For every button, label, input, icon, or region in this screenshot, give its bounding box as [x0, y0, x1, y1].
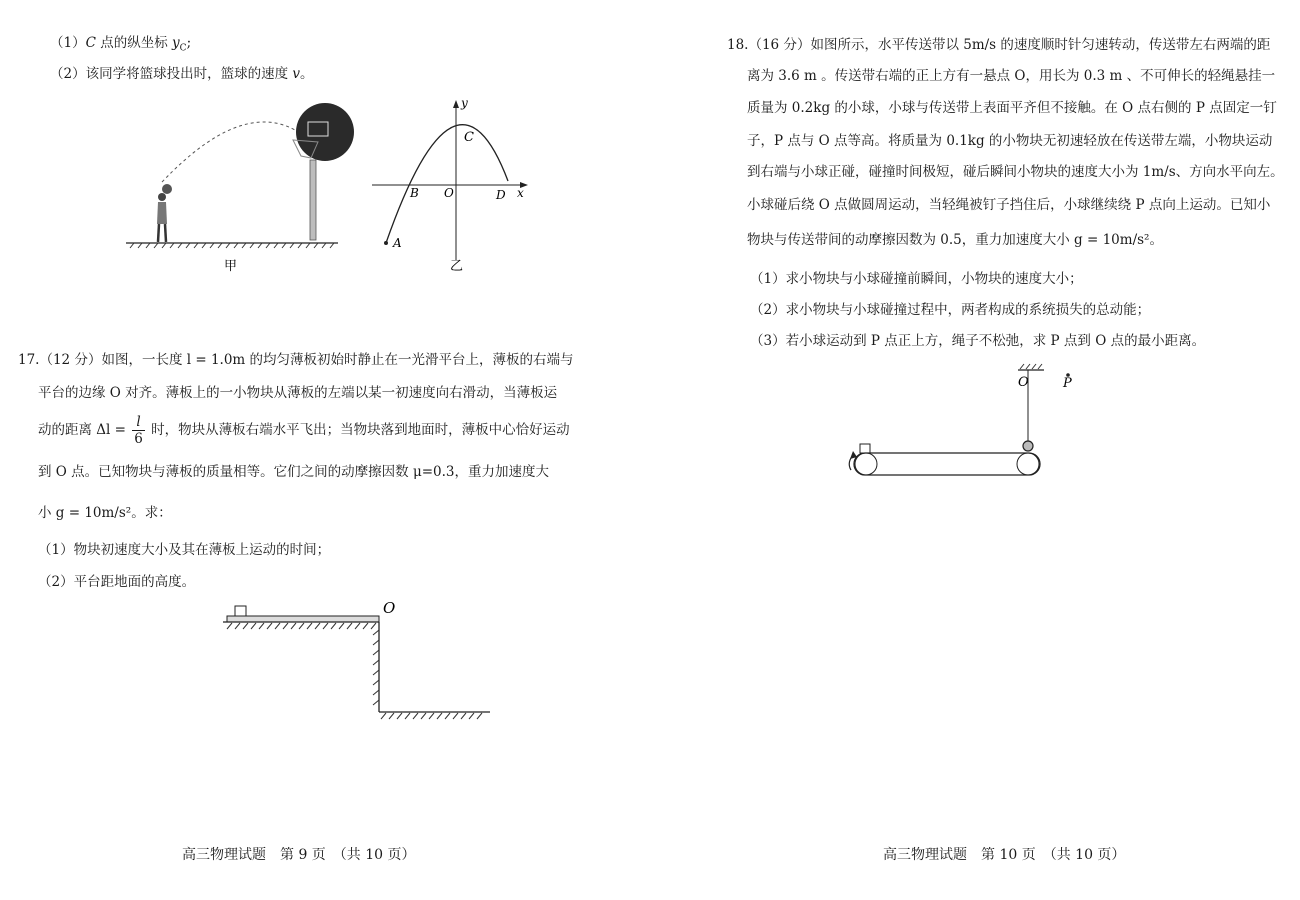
fraction-numerator: l: [132, 414, 145, 431]
caption-yi: 乙: [450, 259, 464, 274]
q17-line-2: 平台的边缘 O 对齐。薄板上的一小物块从薄板的左端以某一初速度向右滑动，当薄板运: [38, 385, 558, 401]
basketball-figure: [120, 100, 350, 280]
fraction-denominator: 6: [134, 431, 143, 447]
footer-page-9: 高三物理试题 第 9 页 （共 10 页）: [182, 847, 416, 863]
floor-hatch: [381, 713, 482, 719]
q17-line-3-start: 动的距离 Δl =: [38, 422, 131, 438]
q16-sub1-subscript: C: [179, 43, 187, 54]
player-leg-right: [165, 224, 166, 242]
thin-plank: [227, 616, 379, 622]
label-x: x: [517, 186, 524, 200]
footer-page-10: 高三物理试题 第 10 页 （共 10 页）: [883, 847, 1126, 863]
q18-line-2: 离为 3.6 m 。传送带右端的正上方有一悬点 O，用长为 0.3 m 、不可伸长的轻绳悬挂一: [747, 68, 1276, 84]
q16-sub2: [50, 64, 314, 84]
y-axis-arrow: [453, 100, 459, 108]
q18-line-4: 子，P 点与 O 点等高。将质量为 0.1kg 的小物块无初速轻放在传送带左端，小物块运动: [747, 133, 1273, 149]
conveyor-figure: [840, 362, 1070, 487]
label-c: C: [464, 130, 474, 145]
wall-hatch: [373, 630, 379, 705]
label-d: D: [496, 188, 506, 202]
q18-line-1: 18.（16 分）如图所示，水平传送带以 5m/s 的速度顺时针匀速转动，传送带左右两端的距: [727, 37, 1271, 53]
label-y: y: [461, 96, 468, 110]
label-o: O: [444, 186, 454, 200]
right-roller: [1017, 453, 1039, 475]
label-a: A: [393, 236, 402, 250]
label-o-edge: O: [383, 599, 396, 617]
platform-hatch: [227, 623, 376, 629]
platform-figure: [215, 595, 500, 725]
q17-line-3-end: 时，物块从薄板右端水平飞出；当物块落到地面时，薄板中心恰好运动: [146, 422, 570, 438]
parabola-curve: [386, 125, 508, 243]
q17-line-4: 到 O 点。已知物块与薄板的质量相等。它们之间的动摩擦因数 μ=0.3，重力加速度大: [38, 464, 549, 480]
q17-line-3: [38, 412, 570, 448]
backboard: [296, 103, 354, 161]
small-ball: [1023, 441, 1033, 451]
parabola-graph: [368, 95, 533, 275]
q17-line-1: 17.（12 分）如图，一长度 l = 1.0m 的均匀薄板初始时静止在一光滑平台上，薄板的右端与: [18, 352, 574, 368]
q16-sub1-symbol: y: [172, 35, 180, 51]
q18-sub3: （3）若小球运动到 P 点正上方，绳子不松弛，求 P 点到 O 点的最小距离。: [750, 333, 1206, 349]
q16-sub1-number: （1）: [50, 35, 86, 51]
q16-sub2-end: 。: [300, 66, 314, 82]
q17-sub1: （1）物块初速度大小及其在薄板上运动的时间；: [38, 542, 331, 558]
q18-line-3: 质量为 0.2kg 的小球，小球与传送带上表面平齐但不接触。在 O 点右侧的 P 点固定一钉: [747, 100, 1277, 116]
q16-sub2-symbol: v: [292, 66, 301, 82]
conveyor-belt: [854, 453, 1040, 475]
label-p-peg: P: [1063, 376, 1072, 391]
q18-sub2: （2）求小物块与小球碰撞过程中，两者构成的系统损失的总动能；: [750, 302, 1151, 318]
player-leg-left: [158, 224, 159, 242]
player-body: [157, 202, 167, 224]
player-head: [158, 193, 166, 201]
ball-trajectory: [162, 122, 295, 182]
q16-sub1-text: 点的纵坐标: [95, 35, 173, 51]
q16-sub1-end: ;: [186, 35, 192, 51]
player-ball: [162, 184, 172, 194]
label-b: B: [410, 186, 419, 200]
fraction-l-over-6: [132, 414, 145, 447]
q16-sub2-text: （2）该同学将篮球投出时，篮球的速度: [50, 66, 293, 82]
q18-line-7: 物块与传送带间的动摩擦因数为 0.5，重力加速度大小 g = 10m/s²。: [747, 232, 1163, 248]
point-a-dot: [384, 241, 388, 245]
q17-line-5: 小 g = 10m/s²。求：: [38, 505, 172, 521]
left-roller: [855, 453, 877, 475]
q18-sub1: （1）求小物块与小球碰撞前瞬间，小物块的速度大小；: [750, 271, 1083, 287]
ceiling-hatch: [1020, 364, 1042, 369]
q16-sub1: [50, 33, 191, 59]
q18-line-6: 小球碰后绕 O 点做圆周运动，当轻绳被钉子挡住后，小球继续绕 P 点向上运动。已知小: [747, 197, 1271, 213]
small-block: [235, 606, 246, 616]
q16-sub1-point: C: [85, 35, 96, 51]
ground-hatch: [130, 243, 334, 248]
caption-jia: 甲: [224, 259, 238, 274]
q17-sub2: （2）平台距地面的高度。: [38, 574, 196, 590]
label-o-pivot: O: [1018, 375, 1029, 390]
conveyor-block: [860, 444, 870, 453]
q18-line-5: 到右端与小球正碰，碰撞时间极短，碰后瞬间小物块的速度大小为 1m/s、方向水平向左。: [747, 164, 1284, 180]
hoop-pole: [310, 160, 316, 240]
